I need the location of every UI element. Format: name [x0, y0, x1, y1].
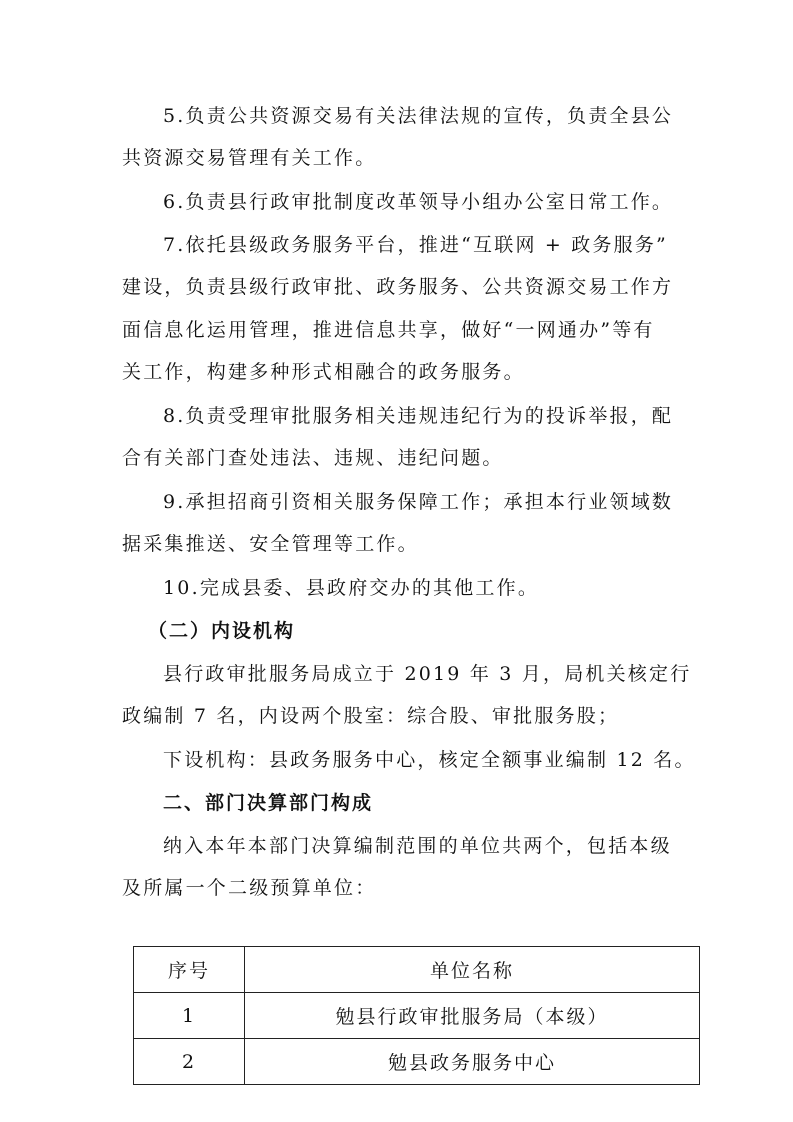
paragraph-line: 纳入本年本部门决算编制范围的单位共两个，包括本级	[163, 835, 672, 857]
paragraph-line: 8.负责受理审批服务相关违规违纪行为的投诉举报，配	[163, 405, 674, 427]
paragraph-line: 据采集推送、安全管理等工作。	[122, 533, 419, 555]
table-cell-number: 1	[134, 993, 245, 1039]
column-header-number: 序号	[134, 947, 245, 993]
paragraph-line: 9.承担招商引资相关服务保障工作；承担本行业领域数	[163, 491, 674, 513]
paragraph-line: 共资源交易管理有关工作。	[122, 147, 377, 169]
paragraph-line: 县行政审批服务局成立于 2019 年 3 月，局机关核定行	[163, 663, 692, 685]
paragraph-line: 10.完成县委、县政府交办的其他工作。	[163, 577, 540, 599]
paragraph-line: 关工作，构建多种形式相融合的政务服务。	[122, 361, 525, 383]
section-heading-composition: 二、部门决算部门构成	[163, 792, 374, 814]
unit-table	[133, 946, 700, 1085]
table-row	[134, 1039, 700, 1085]
paragraph-line: 建设，负责县级行政审批、政务服务、公共资源交易工作方	[122, 276, 674, 298]
paragraph-line: 及所属一个二级预算单位：	[122, 877, 377, 899]
paragraph-line: 面信息化运用管理，推进信息共享，做好“一网通办”等有	[122, 319, 655, 341]
paragraph-line: 7.依托县级政务服务平台，推进“互联网 + 政务服务”	[163, 234, 668, 256]
table-cell-unit-name: 勉县政务服务中心	[245, 1039, 700, 1085]
paragraph-line: 下设机构：县政务服务中心，核定全额事业编制 12 名。	[163, 749, 696, 771]
paragraph-line: 5.负责公共资源交易有关法律法规的宣传，负责全县公	[163, 105, 674, 127]
paragraph-line: 6.负责县行政审批制度改革领导小组办公室日常工作。	[163, 191, 674, 213]
section-heading-internal: （二）内设机构	[148, 620, 296, 642]
paragraph-line: 合有关部门查处违法、违规、违纪问题。	[122, 447, 504, 469]
table-header-row	[134, 947, 700, 993]
table-cell-number: 2	[134, 1039, 245, 1085]
table-cell-unit-name: 勉县行政审批服务局（本级）	[245, 993, 700, 1039]
table-row	[134, 993, 700, 1039]
paragraph-line: 政编制 7 名，内设两个股室：综合股、审批服务股；	[122, 705, 620, 727]
column-header-unit-name: 单位名称	[245, 947, 700, 993]
